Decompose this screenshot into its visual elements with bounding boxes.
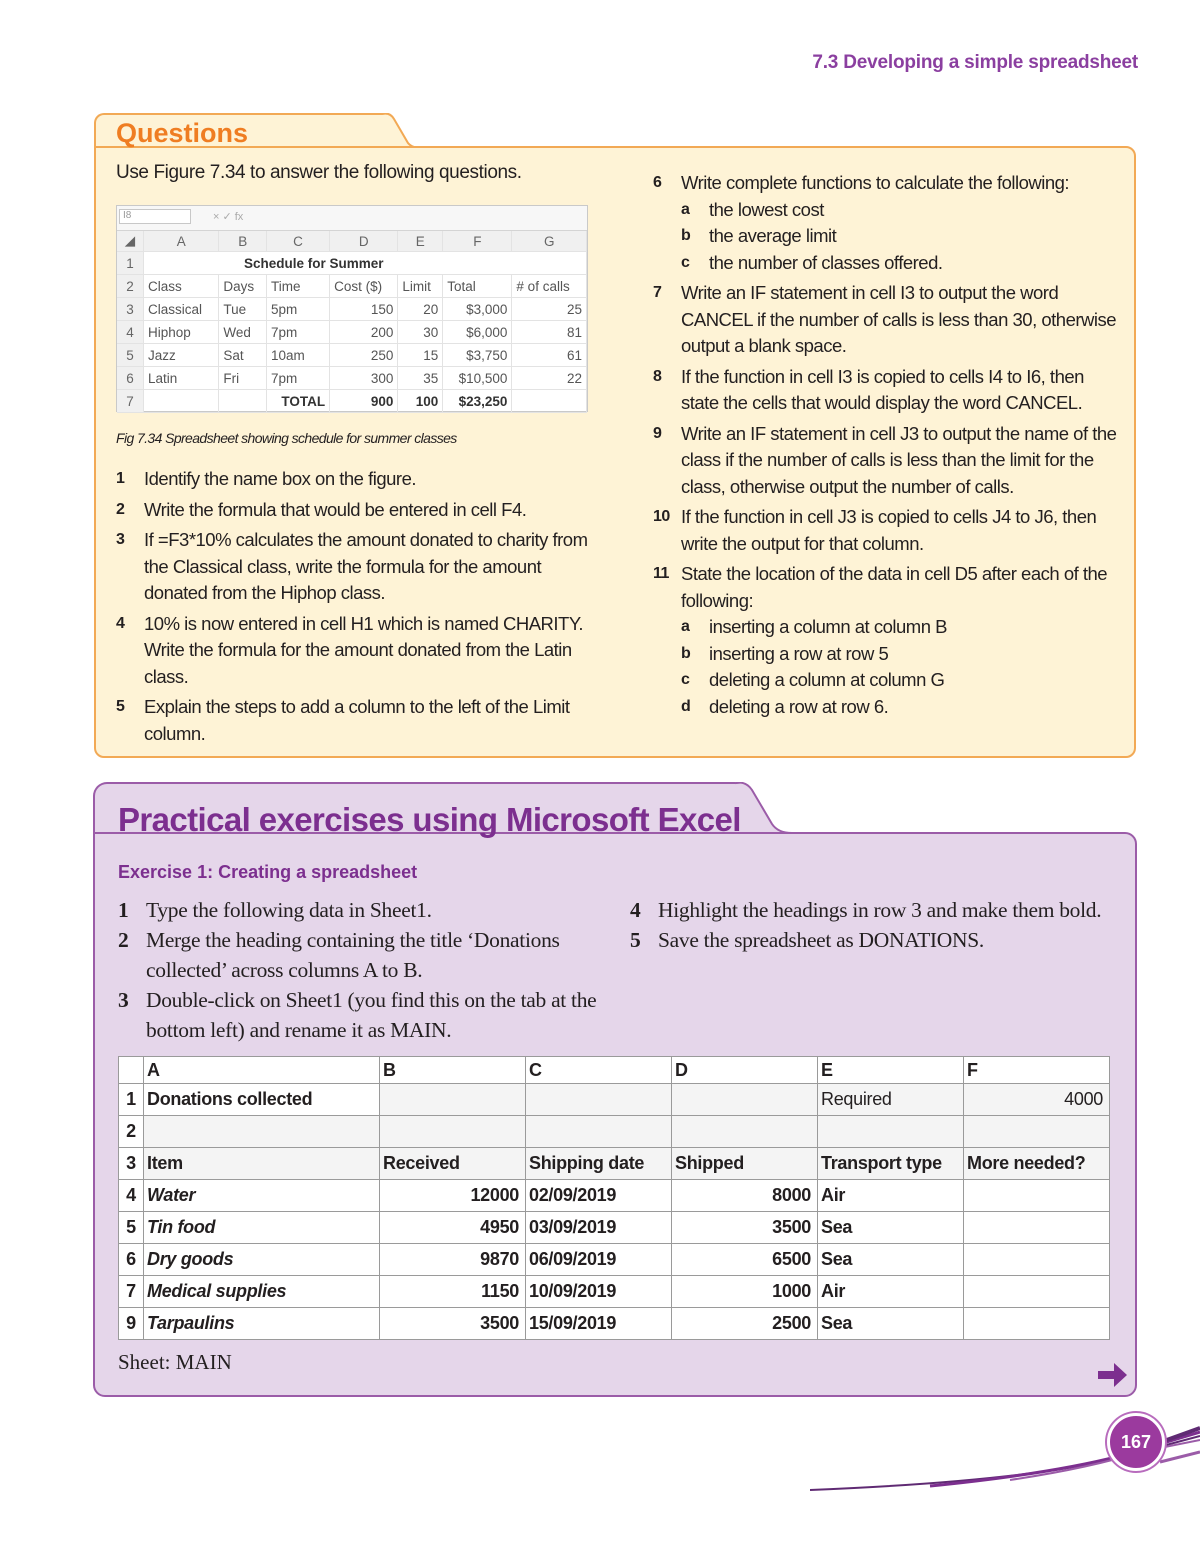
col-header: D bbox=[330, 231, 398, 252]
shipped-cell: 8000 bbox=[672, 1180, 818, 1212]
sheet-row bbox=[119, 1212, 1110, 1244]
received-cell: 9870 bbox=[380, 1244, 526, 1276]
empty-cell bbox=[144, 390, 219, 413]
question-number: 5 bbox=[116, 698, 125, 715]
questions-left-list bbox=[116, 466, 590, 751]
sheet-row bbox=[119, 1276, 1110, 1308]
received-cell: 1150 bbox=[380, 1276, 526, 1308]
item-cell: Water bbox=[144, 1180, 380, 1212]
shipped-cell: 3500 bbox=[672, 1212, 818, 1244]
sub-item bbox=[681, 223, 1125, 250]
step-item bbox=[630, 895, 1110, 925]
question-number: 8 bbox=[653, 367, 662, 385]
questions-tab-slope bbox=[382, 113, 422, 149]
running-head: 7.3 Developing a simple spreadsheet bbox=[812, 52, 1138, 73]
step-item bbox=[118, 985, 608, 1045]
corner-cell bbox=[119, 1057, 144, 1084]
more-needed-cell bbox=[964, 1244, 1110, 1276]
figure-caption: Fig 7.34 Spreadsheet showing schedule for summer classes bbox=[116, 430, 457, 446]
required-value: 4000 bbox=[964, 1084, 1110, 1116]
questions-right-list bbox=[653, 170, 1125, 724]
total-cell: $6,000 bbox=[443, 321, 512, 344]
day-cell: Fri bbox=[219, 367, 267, 390]
sub-letter: c bbox=[681, 253, 690, 271]
empty-cell bbox=[672, 1116, 818, 1148]
time-cell: 7pm bbox=[266, 367, 329, 390]
cost-cell: 200 bbox=[330, 321, 398, 344]
total-limit: 100 bbox=[398, 390, 443, 413]
header-cell: Total bbox=[443, 275, 512, 298]
header-cell: Class bbox=[144, 275, 219, 298]
limit-cell: 30 bbox=[398, 321, 443, 344]
sheet-header-row bbox=[119, 1148, 1110, 1180]
column-header-row bbox=[119, 1057, 1110, 1084]
step-number: 4 bbox=[630, 898, 641, 922]
sheet-row bbox=[119, 1308, 1110, 1340]
row-number: 2 bbox=[117, 275, 144, 298]
question-text: Write an IF statement in cell J3 to output the name of the class if the number of calls is less than the limit for the class, otherwise output the number of calls. bbox=[681, 422, 1117, 497]
step-text: Highlight the headings in row 3 and make them bold. bbox=[658, 898, 1102, 922]
sub-item bbox=[681, 667, 1125, 694]
exercise-title: Exercise 1: Creating a spreadsheet bbox=[118, 862, 418, 882]
calls-cell: 81 bbox=[512, 321, 587, 344]
time-cell: 10am bbox=[266, 344, 329, 367]
row-number: 9 bbox=[119, 1308, 144, 1340]
sheet-row bbox=[119, 1116, 1110, 1148]
question-text: Write complete functions to calculate the following: bbox=[681, 172, 1070, 193]
total-total: $23,250 bbox=[443, 390, 512, 413]
header-cell: # of calls bbox=[512, 275, 587, 298]
empty-cell bbox=[512, 390, 587, 413]
row-number: 6 bbox=[119, 1244, 144, 1276]
step-text: Save the spreadsheet as DONATIONS. bbox=[658, 928, 984, 952]
sub-text: the lowest cost bbox=[709, 198, 824, 220]
row-number: 7 bbox=[119, 1276, 144, 1308]
header-cell: Time bbox=[266, 275, 329, 298]
sub-letter: c bbox=[681, 671, 690, 688]
question-text: Identify the name box on the figure. bbox=[144, 468, 417, 489]
figure-row bbox=[117, 298, 587, 321]
date-cell: 06/09/2019 bbox=[526, 1244, 672, 1276]
page-number: 167 bbox=[1107, 1413, 1165, 1471]
step-item bbox=[630, 925, 1110, 955]
required-label: Required bbox=[818, 1084, 964, 1116]
question-item bbox=[116, 694, 590, 747]
more-needed-cell bbox=[964, 1308, 1110, 1340]
figure-row bbox=[117, 367, 587, 390]
col-header: A bbox=[144, 231, 219, 252]
empty-cell bbox=[380, 1084, 526, 1116]
item-cell: Tin food bbox=[144, 1212, 380, 1244]
sub-item bbox=[681, 694, 1125, 721]
sub-text: deleting a row at row 6. bbox=[709, 695, 889, 717]
row-number: 4 bbox=[117, 321, 144, 344]
sub-letter: b bbox=[681, 227, 691, 244]
sub-item bbox=[681, 197, 1125, 224]
figure-total-row bbox=[117, 390, 587, 413]
empty-cell bbox=[526, 1084, 672, 1116]
col-header: B bbox=[219, 231, 267, 252]
step-item bbox=[118, 895, 608, 925]
date-cell: 03/09/2019 bbox=[526, 1212, 672, 1244]
class-cell: Hiphop bbox=[144, 321, 219, 344]
sub-letter: a bbox=[681, 200, 690, 218]
sub-text: deleting a column at column G bbox=[709, 669, 945, 690]
step-text: Double-click on Sheet1 (you find this on the tab at the bottom left) and rename it as MAIN. bbox=[146, 988, 597, 1042]
row-number: 4 bbox=[119, 1180, 144, 1212]
sub-letter: a bbox=[681, 618, 690, 635]
sub-text: the number of classes offered. bbox=[709, 251, 943, 273]
step-number: 3 bbox=[118, 988, 129, 1012]
day-cell: Tue bbox=[219, 298, 267, 321]
title-cell: Donations collected bbox=[144, 1084, 380, 1116]
row-number: 5 bbox=[117, 344, 144, 367]
empty-cell bbox=[672, 1084, 818, 1116]
question-text: If the function in cell J3 is copied to cells J4 to J6, then write the output for that column. bbox=[681, 506, 1097, 554]
sheet-row bbox=[119, 1244, 1110, 1276]
calls-cell: 61 bbox=[512, 344, 587, 367]
col-header: G bbox=[512, 231, 587, 252]
arrow-right-icon[interactable] bbox=[1098, 1362, 1128, 1388]
question-item bbox=[116, 527, 590, 607]
question-item bbox=[653, 504, 1125, 557]
col-header: A bbox=[144, 1057, 380, 1084]
step-number: 5 bbox=[630, 928, 641, 952]
question-text: Write the formula that would be entered in cell F4. bbox=[144, 498, 527, 520]
limit-cell: 15 bbox=[398, 344, 443, 367]
transport-cell: Sea bbox=[818, 1244, 964, 1276]
calls-cell: 25 bbox=[512, 298, 587, 321]
question-item bbox=[653, 561, 1125, 720]
header-cell: Cost ($) bbox=[330, 275, 398, 298]
more-needed-cell bbox=[964, 1276, 1110, 1308]
sheet-row bbox=[119, 1084, 1110, 1116]
col-header: E bbox=[818, 1057, 964, 1084]
figure-row bbox=[117, 321, 587, 344]
question-item bbox=[116, 611, 590, 691]
sheet-row bbox=[119, 1180, 1110, 1212]
date-cell: 02/09/2019 bbox=[526, 1180, 672, 1212]
step-number: 2 bbox=[118, 928, 129, 952]
row-number: 1 bbox=[119, 1084, 144, 1116]
sub-letter: b bbox=[681, 644, 691, 662]
question-number: 9 bbox=[653, 424, 662, 442]
more-needed-cell bbox=[964, 1212, 1110, 1244]
class-cell: Classical bbox=[144, 298, 219, 321]
class-cell: Jazz bbox=[144, 344, 219, 367]
row-number: 3 bbox=[119, 1148, 144, 1180]
empty-cell bbox=[219, 390, 267, 413]
transport-cell: Sea bbox=[818, 1212, 964, 1244]
received-cell: 12000 bbox=[380, 1180, 526, 1212]
question-text: 10% is now entered in cell H1 which is named CHARITY. Write the formula for the amount donated from the Latin class. bbox=[144, 612, 583, 687]
total-label: TOTAL bbox=[266, 390, 329, 413]
time-cell: 7pm bbox=[266, 321, 329, 344]
sub-letter: d bbox=[681, 697, 691, 715]
question-text: Write an IF statement in cell I3 to output the word CANCEL if the number of calls is less than 30, otherwise output a blank space. bbox=[681, 282, 1117, 356]
question-number: 2 bbox=[116, 500, 125, 518]
cost-cell: 250 bbox=[330, 344, 398, 367]
row-number: 5 bbox=[119, 1212, 144, 1244]
limit-cell: 35 bbox=[398, 367, 443, 390]
col-header: E bbox=[398, 231, 443, 252]
question-item bbox=[653, 364, 1125, 417]
question-item bbox=[653, 421, 1125, 501]
shipped-cell: 2500 bbox=[672, 1308, 818, 1340]
empty-cell bbox=[964, 1116, 1110, 1148]
sub-text: inserting a column at column B bbox=[709, 616, 947, 637]
question-item bbox=[653, 170, 1125, 276]
day-cell: Wed bbox=[219, 321, 267, 344]
received-cell: 4950 bbox=[380, 1212, 526, 1244]
cost-cell: 150 bbox=[330, 298, 398, 321]
figure-row bbox=[117, 344, 587, 367]
question-text: If =F3*10% calculates the amount donated to charity from the Classical class, write the formula for the amount donated from the Hiphop class. bbox=[144, 529, 588, 603]
col-header: F bbox=[443, 231, 512, 252]
col-header: D bbox=[672, 1057, 818, 1084]
limit-cell: 20 bbox=[398, 298, 443, 321]
figure-title: Schedule for Summer bbox=[144, 252, 587, 275]
col-header: C bbox=[266, 231, 329, 252]
more-needed-cell bbox=[964, 1180, 1110, 1212]
question-number: 6 bbox=[653, 174, 662, 191]
transport-cell: Air bbox=[818, 1180, 964, 1212]
question-number: 11 bbox=[653, 565, 669, 582]
header-cell: Shipped bbox=[672, 1148, 818, 1180]
formula-icons: × ✓ fx bbox=[213, 211, 244, 223]
col-header: B bbox=[380, 1057, 526, 1084]
question-item bbox=[116, 497, 590, 524]
empty-cell bbox=[526, 1116, 672, 1148]
question-text: If the function in cell I3 is copied to cells I4 to I6, then state the cells that would display the word CANCEL. bbox=[681, 365, 1084, 413]
practical-left-list bbox=[118, 895, 608, 1045]
row-number: 7 bbox=[117, 390, 144, 413]
figure-grid bbox=[117, 231, 587, 413]
step-item bbox=[118, 925, 608, 985]
empty-cell bbox=[144, 1116, 380, 1148]
question-item bbox=[116, 466, 590, 493]
row-number: 1 bbox=[117, 252, 144, 275]
total-cost: 900 bbox=[330, 390, 398, 413]
step-text: Merge the heading containing the title ‘Donations collected’ across columns A to B. bbox=[146, 928, 560, 982]
item-cell: Tarpaulins bbox=[144, 1308, 380, 1340]
total-cell: $3,000 bbox=[443, 298, 512, 321]
time-cell: 5pm bbox=[266, 298, 329, 321]
sub-text: inserting a row at row 5 bbox=[709, 642, 889, 664]
header-cell: More needed? bbox=[964, 1148, 1110, 1180]
sub-item bbox=[681, 614, 1125, 641]
header-cell: Transport type bbox=[818, 1148, 964, 1180]
questions-title: Questions bbox=[116, 118, 249, 148]
header-cell: Days bbox=[219, 275, 267, 298]
calls-cell: 22 bbox=[512, 367, 587, 390]
row-number: 6 bbox=[117, 367, 144, 390]
donations-sheet bbox=[118, 1056, 1110, 1340]
question-item bbox=[653, 280, 1125, 360]
question-text: Explain the steps to add a column to the left of the Limit column. bbox=[144, 696, 570, 744]
question-text: State the location of the data in cell D5 after each of the following: bbox=[681, 563, 1108, 611]
total-cell: $3,750 bbox=[443, 344, 512, 367]
practical-title: Practical exercises using Microsoft Excel bbox=[118, 801, 741, 838]
header-cell: Limit bbox=[398, 275, 443, 298]
sub-item bbox=[681, 250, 1125, 277]
day-cell: Sat bbox=[219, 344, 267, 367]
sub-text: the average limit bbox=[709, 225, 837, 246]
header-cell: Received bbox=[380, 1148, 526, 1180]
header-cell: Shipping date bbox=[526, 1148, 672, 1180]
step-text: Type the following data in Sheet1. bbox=[146, 898, 432, 922]
col-header: F bbox=[964, 1057, 1110, 1084]
transport-cell: Sea bbox=[818, 1308, 964, 1340]
corner-cell: ◢ bbox=[117, 231, 144, 252]
sheet-caption: Sheet: MAIN bbox=[118, 1350, 232, 1374]
question-number: 1 bbox=[116, 470, 125, 487]
col-header: C bbox=[526, 1057, 672, 1084]
row-number: 2 bbox=[119, 1116, 144, 1148]
transport-cell: Air bbox=[818, 1276, 964, 1308]
question-number: 3 bbox=[116, 531, 125, 548]
shipped-cell: 1000 bbox=[672, 1276, 818, 1308]
date-cell: 15/09/2019 bbox=[526, 1308, 672, 1340]
shipped-cell: 6500 bbox=[672, 1244, 818, 1276]
practical-right-list bbox=[630, 895, 1110, 955]
empty-cell bbox=[380, 1116, 526, 1148]
question-number: 4 bbox=[116, 614, 125, 632]
item-cell: Dry goods bbox=[144, 1244, 380, 1276]
header-cell: Item bbox=[144, 1148, 380, 1180]
practical-tab-slope bbox=[736, 782, 800, 834]
sub-item bbox=[681, 641, 1125, 668]
questions-intro: Use Figure 7.34 to answer the following questions. bbox=[116, 162, 522, 183]
total-cell: $10,500 bbox=[443, 367, 512, 390]
date-cell: 10/09/2019 bbox=[526, 1276, 672, 1308]
question-number: 7 bbox=[653, 284, 662, 301]
received-cell: 3500 bbox=[380, 1308, 526, 1340]
item-cell: Medical supplies bbox=[144, 1276, 380, 1308]
name-box: I8 bbox=[119, 209, 191, 224]
formula-bar bbox=[117, 206, 587, 231]
class-cell: Latin bbox=[144, 367, 219, 390]
empty-cell bbox=[818, 1116, 964, 1148]
row-number: 3 bbox=[117, 298, 144, 321]
figure-spreadsheet bbox=[116, 205, 588, 412]
step-number: 1 bbox=[118, 898, 129, 922]
question-number: 10 bbox=[653, 508, 670, 525]
cost-cell: 300 bbox=[330, 367, 398, 390]
